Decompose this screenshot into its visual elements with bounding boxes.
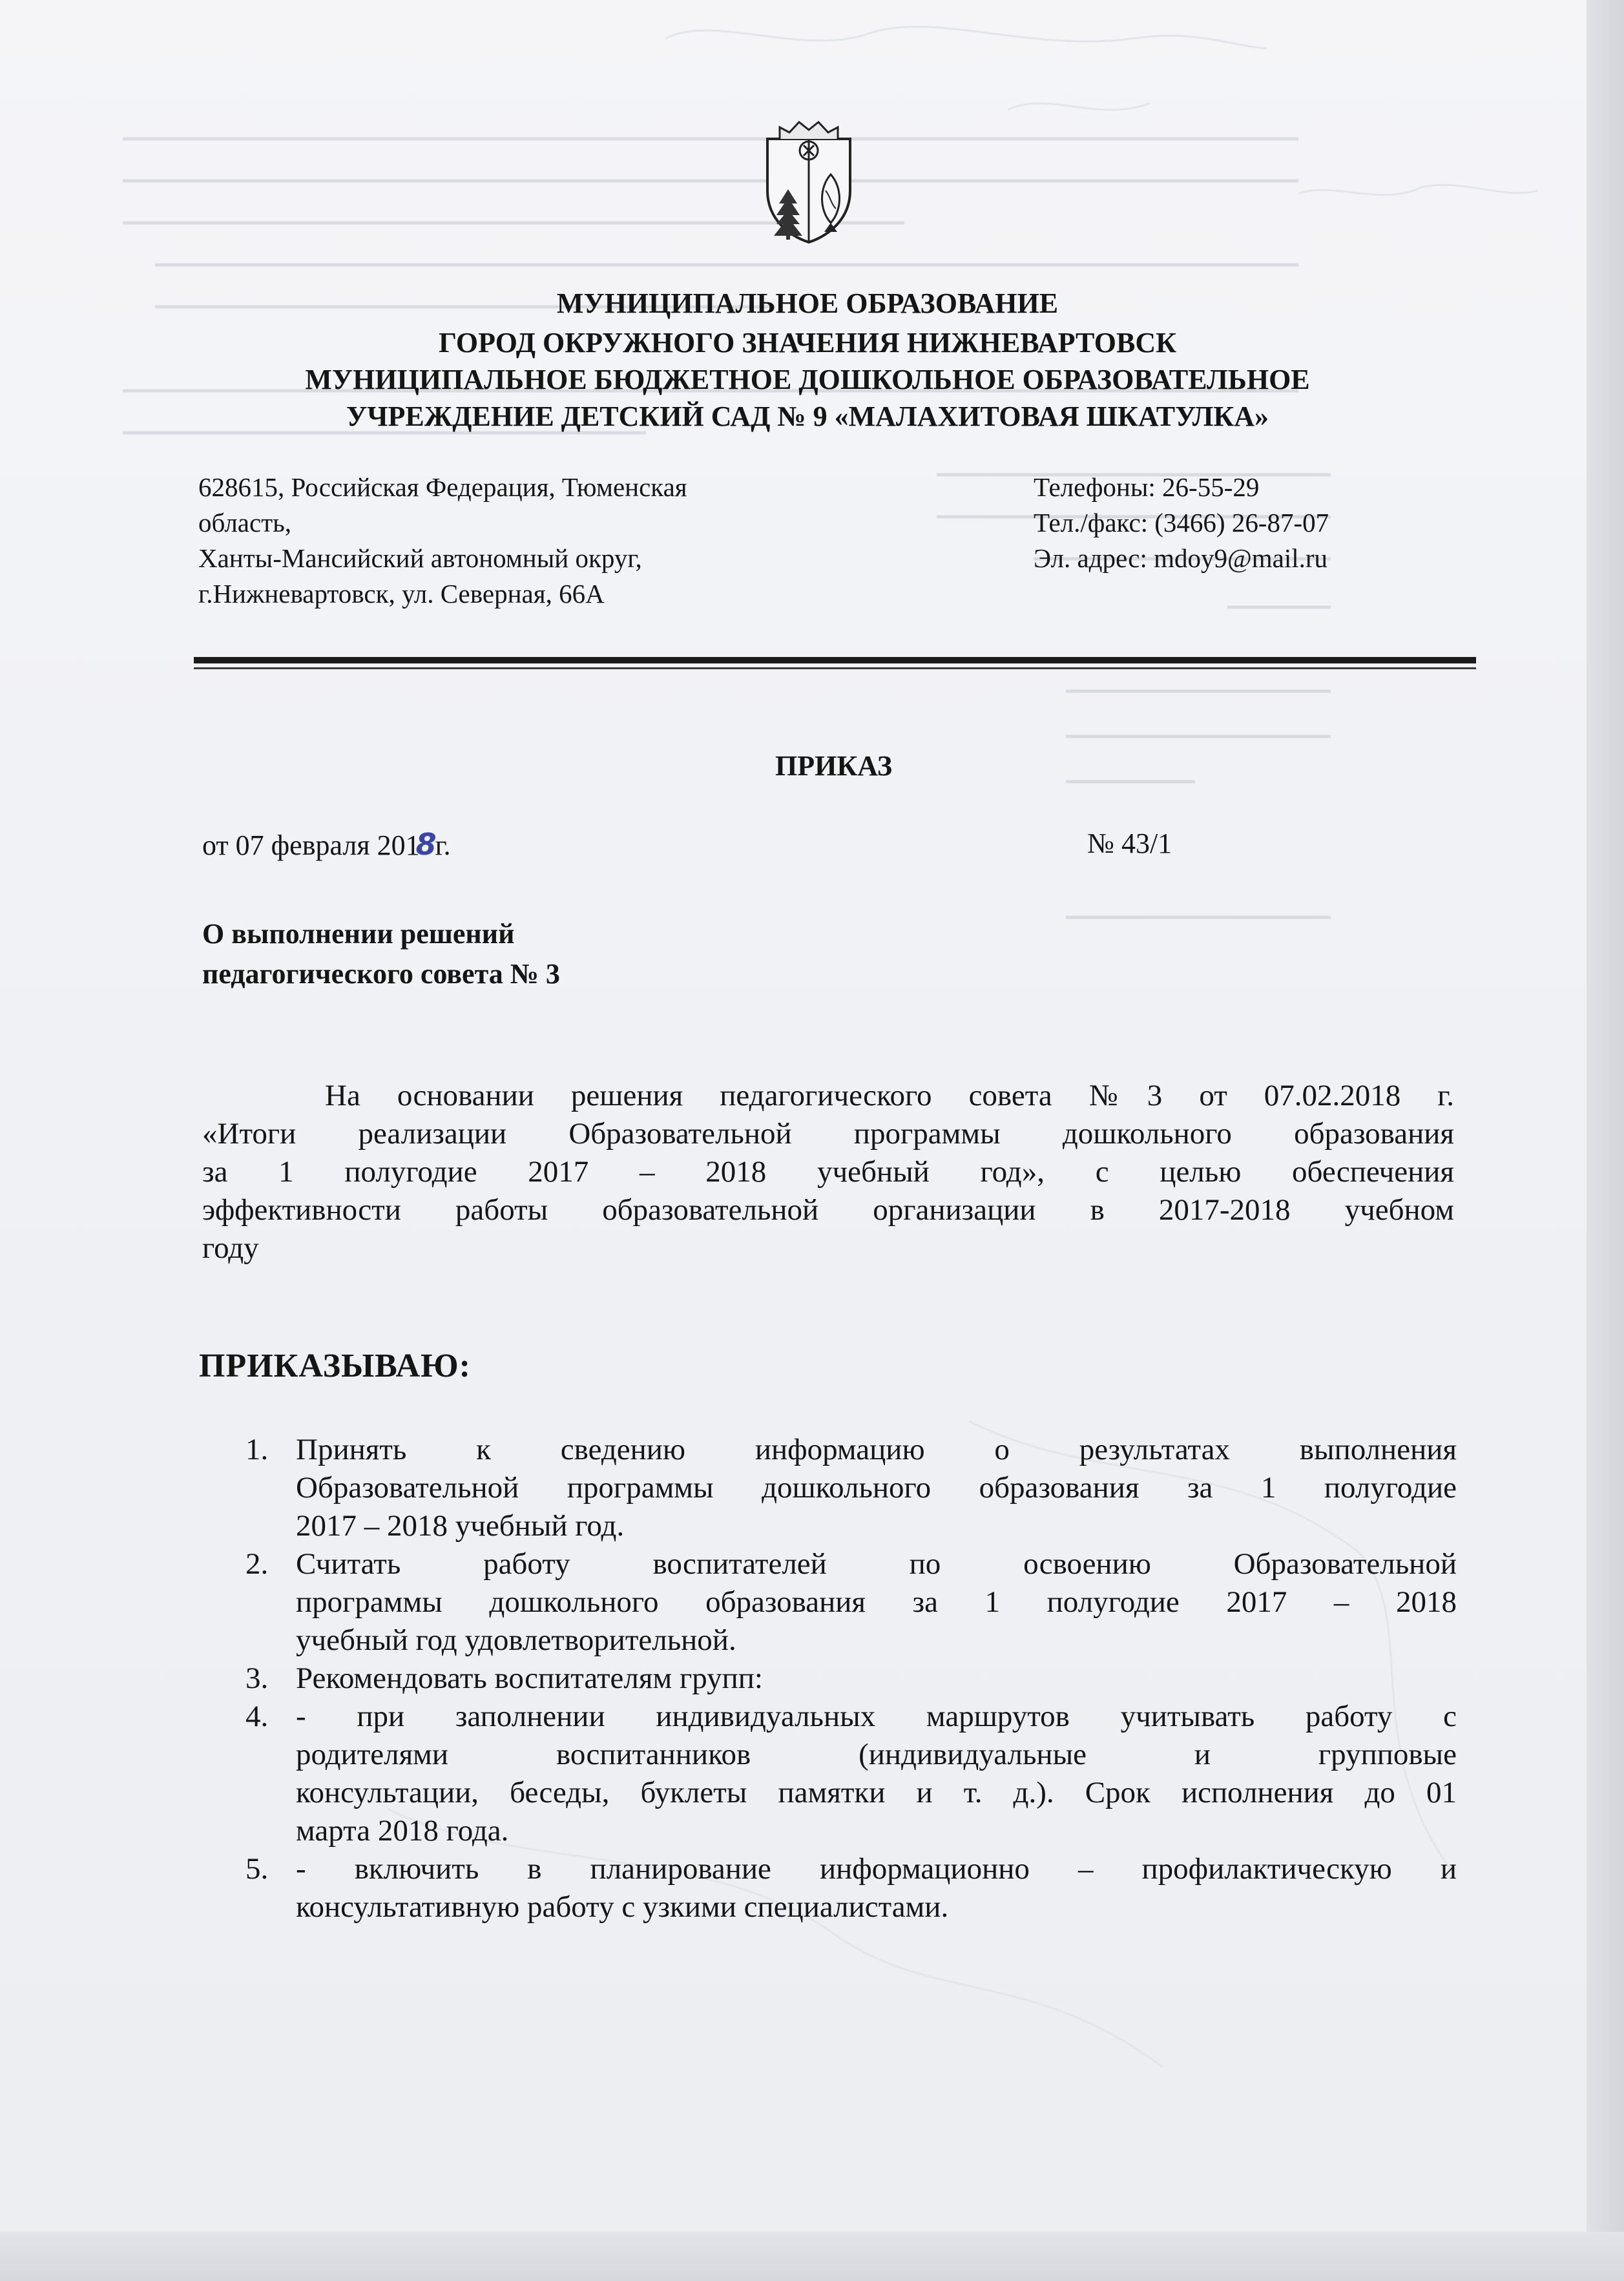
address-line-1: 628615, Российская Федерация, Тюменская	[198, 472, 687, 502]
phones: Телефоны: 26-55-29	[1034, 472, 1260, 502]
list-item	[245, 1850, 1457, 1926]
order-subject	[202, 914, 560, 994]
item-number: 2.	[245, 1547, 269, 1581]
email: Эл. адрес: mdoy9@mail.ru	[1034, 543, 1328, 573]
subject-line-2: педагогического совета № 3	[202, 958, 560, 990]
address-line-4: г.Нижневартовск, ул. Северная, 66А	[198, 579, 605, 609]
preamble-line: за 1 полугодие 2017 – 2018 учебный год», с целью обеспечения	[202, 1155, 1454, 1189]
list-item	[245, 1545, 1457, 1660]
item-number: 3.	[245, 1661, 269, 1695]
list-item	[245, 1660, 1457, 1698]
subject-line-1: О выполнении решений	[202, 918, 515, 950]
item-line: учебный год удовлетворительной.	[296, 1623, 736, 1657]
order-items-list	[245, 1431, 1457, 1926]
header-line-3: МУНИЦИПАЛЬНОЕ БЮДЖЕТНОЕ ДОШКОЛЬНОЕ ОБРАЗОВАТЕЛЬНОЕ	[305, 364, 1310, 395]
preamble-line: На основании решения педагогического совета №3 от 07.02.2018 г.	[325, 1079, 1454, 1112]
header-divider-thick	[194, 657, 1476, 663]
item-line: марта 2018 года.	[296, 1814, 509, 1848]
item-line: Считать работу воспитателей по освоению Образовательной	[296, 1547, 1457, 1581]
item-line: программы дошкольного образования за 1 полугодие 2017 – 2018	[296, 1585, 1457, 1619]
scan-right-edge	[1587, 0, 1624, 2281]
item-line: консультации, беседы, буклеты памятки и т. д.). Срок исполнения до 01	[296, 1776, 1457, 1809]
handwritten-digit: 8	[415, 827, 437, 862]
order-number: № 43/1	[1087, 828, 1172, 859]
fax: Тел./факс: (3466) 26-87-07	[1034, 508, 1329, 537]
item-number: 4.	[245, 1700, 269, 1733]
preamble-line: эффективности работы образовательной организации в 2017-2018 учебном	[202, 1193, 1454, 1227]
preamble-line: году	[202, 1231, 259, 1265]
item-line: 2017 – 2018 учебный год.	[296, 1509, 625, 1543]
item-number: 5.	[245, 1852, 269, 1886]
item-line: - при заполнении индивидуальных маршрутов учитывать работу с	[296, 1700, 1457, 1733]
coat-of-arms-emblem	[764, 113, 854, 245]
header-line-4: УЧРЕЖДЕНИЕ ДЕТСКИЙ САД № 9 «МАЛАХИТОВАЯ ШКАТУЛКА»	[346, 401, 1269, 432]
directive-heading: ПРИКАЗЫВАЮ:	[199, 1348, 471, 1384]
item-line: консультативную работу с узкими специалистами.	[296, 1890, 949, 1924]
order-title: ПРИКАЗ	[775, 750, 893, 782]
order-date	[202, 827, 451, 862]
item-line: Рекомендовать воспитателям групп:	[296, 1661, 763, 1695]
item-line: родителями воспитанников (индивидуальные и групповые	[296, 1738, 1457, 1771]
order-date-suffix: г.	[435, 829, 451, 861]
list-item	[245, 1431, 1457, 1545]
item-line: Принять к сведению информацию о результатах выполнения	[296, 1433, 1457, 1466]
header-line-1: МУНИЦИПАЛЬНОЕ ОБРАЗОВАНИЕ	[556, 287, 1059, 319]
address-block	[198, 470, 687, 612]
item-number: 1.	[245, 1433, 269, 1466]
list-item	[245, 1698, 1457, 1850]
header-line-2: ГОРОД ОКРУЖНОГО ЗНАЧЕНИЯ НИЖНЕВАРТОВСК	[438, 327, 1177, 359]
address-line-2: область,	[198, 508, 292, 537]
preamble-line: «Итоги реализации Образовательной программы дошкольного образования	[202, 1117, 1454, 1151]
order-date-prefix: от 07 февраля 201	[202, 829, 420, 861]
address-line-3: Ханты-Мансийский автономный округ,	[198, 543, 642, 573]
item-line: Образовательной программы дошкольного образования за 1 полугодие	[296, 1471, 1457, 1505]
scan-bottom-edge	[0, 2232, 1624, 2281]
item-line: - включить в планирование информационно – профилактическую и	[296, 1852, 1457, 1886]
preamble-paragraph	[202, 1077, 1454, 1267]
contacts-block	[1034, 470, 1329, 576]
header-divider-thin	[194, 667, 1476, 669]
